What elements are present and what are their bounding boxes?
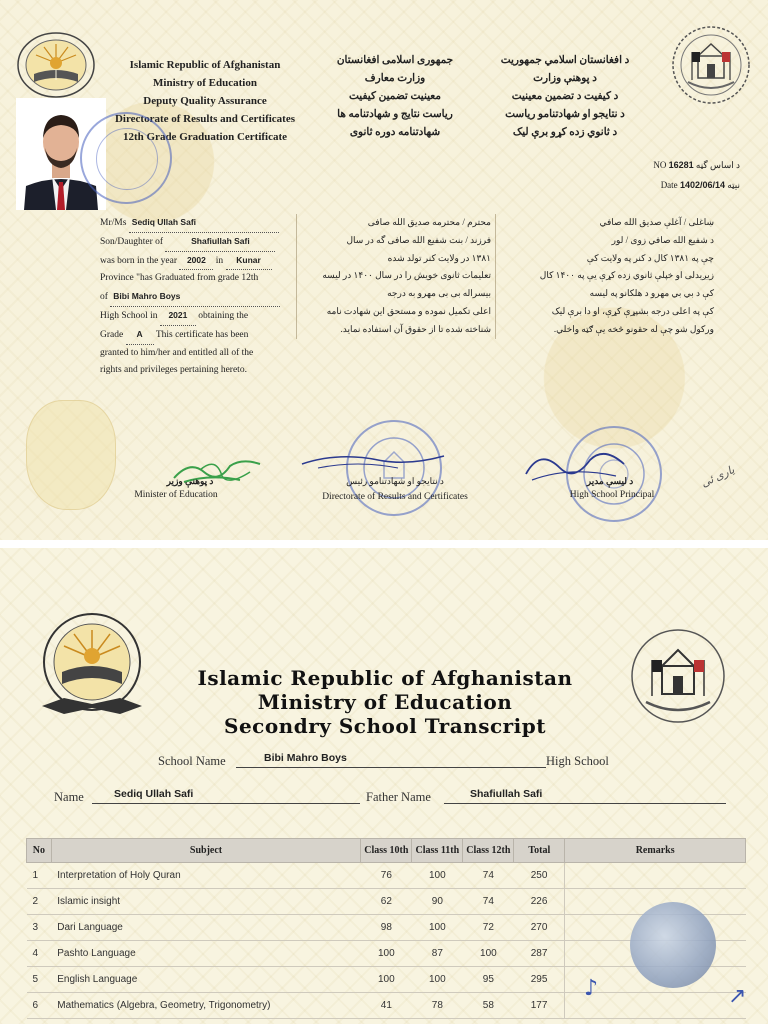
header-en-line: Islamic Republic of Afghanistan xyxy=(129,59,281,71)
table-row xyxy=(27,889,746,915)
state-emblem-icon xyxy=(624,626,732,726)
en-text: rights and privileges pertaining hereto. xyxy=(100,365,247,376)
birth-province: Kunar xyxy=(226,252,272,271)
class10-score: 100 xyxy=(361,967,412,993)
header-en-line: Directorate of Results and Certificates xyxy=(114,113,296,125)
en-text: in xyxy=(215,255,224,266)
name-value: Sediq Ullah Safi xyxy=(92,788,360,804)
school-name: Bibi Mahro Boys xyxy=(110,288,280,307)
ps-line: د شفیع الله صافي زوی / لور xyxy=(611,234,714,245)
row-number: 6 xyxy=(27,993,52,1019)
en-text: granted to him/her and entitled all of the xyxy=(100,347,254,358)
total-score: 295 xyxy=(514,967,565,993)
row-number: 3 xyxy=(27,915,52,941)
total-score: 177 xyxy=(514,993,565,1019)
fa-line: محترم / محترمه صدیق الله صافی xyxy=(367,217,491,227)
remarks xyxy=(565,863,746,889)
class10-score: 41 xyxy=(361,993,412,1019)
total-score: 226 xyxy=(514,889,565,915)
state-emblem-icon xyxy=(668,24,754,106)
total-score: 250 xyxy=(514,863,565,889)
certificate-number xyxy=(620,160,740,171)
table-header-row xyxy=(27,839,746,863)
en-text: Grade xyxy=(100,329,124,340)
fa-line: تعلیمات ثانوی خویش را در سال ۱۴۰۰ در لیسه xyxy=(322,270,491,281)
ps-line: ورکول شو چې له حقونو څخه یې ګټه واخلي. xyxy=(553,323,714,334)
student-name: Sediq Ullah Safi xyxy=(129,214,279,233)
header-ps-line: د ثانوي زده کړو برې لیک xyxy=(512,127,618,138)
column-header: Class 11th xyxy=(412,839,463,863)
father-name-value: Shafiullah Safi xyxy=(444,788,726,804)
subject-name: Mathematics (Algebra, Geometry, Trigonometry) xyxy=(51,993,361,1019)
en-text: obtaining the xyxy=(198,310,249,321)
header-fa-line: معینیت تضمین کیفیت xyxy=(349,91,441,102)
en-text: Province "has Graduated from grade 12th xyxy=(100,273,259,284)
certificate-body-english xyxy=(100,214,292,380)
date-label-native: نیټه xyxy=(727,180,740,190)
handwritten-mark-icon: ↗ xyxy=(728,984,747,1009)
class11-score: 100 xyxy=(412,967,463,993)
row-number: 1 xyxy=(27,863,52,889)
row-number: 2 xyxy=(27,889,52,915)
column-header: No xyxy=(27,839,52,863)
column-header: Class 12th xyxy=(463,839,514,863)
header-en-line: Deputy Quality Assurance xyxy=(143,95,267,107)
header-fa-line: ریاست نتایج و شهادتنامه ها xyxy=(337,109,453,120)
class10-score: 62 xyxy=(361,889,412,915)
transcript-title xyxy=(150,666,620,738)
fa-line: فرزند / بنت شفیع الله صافی گه در سال xyxy=(346,234,491,245)
father-name-label: Father Name xyxy=(366,790,431,804)
ps-line: ښاغلی / آغلې صدیق الله صافي xyxy=(599,217,714,227)
class10-score: 76 xyxy=(361,863,412,889)
subject-name: Dari Language xyxy=(51,915,361,941)
class12-score: 100 xyxy=(463,941,514,967)
column-header: Remarks xyxy=(565,839,746,863)
header-en-line: 12th Grade Graduation Certificate xyxy=(122,131,288,143)
school-transcript xyxy=(0,548,768,1024)
en-text: was born in the year xyxy=(100,255,178,266)
class11-score: 78 xyxy=(412,993,463,1019)
page-gap xyxy=(0,540,768,548)
hologram-seal-icon xyxy=(630,902,716,988)
column-header: Class 10th xyxy=(361,839,412,863)
birth-year: 2002 xyxy=(179,252,213,271)
fa-line: بیسراله بی بی مهرو به درجه xyxy=(387,288,491,299)
ps-line: چې په ۱۳۸۱ کال د کنر په ولایت کې xyxy=(586,252,714,263)
row-number: 5 xyxy=(27,967,52,993)
en-text: of xyxy=(100,292,108,303)
header-fa-line: وزارت معارف xyxy=(364,73,426,84)
class11-score: 100 xyxy=(412,915,463,941)
ps-line: زیږیدلی او خپلې ثانوي زده کړې یې په ۱۴۰۰ کال xyxy=(539,270,714,281)
class11-score: 87 xyxy=(412,941,463,967)
highschool-title: High School Principal xyxy=(569,490,655,500)
class12-score: 74 xyxy=(463,889,514,915)
class11-score: 100 xyxy=(412,863,463,889)
header-fa-line: شهادتنامه دوره ثانوی xyxy=(349,127,441,138)
column-header: Subject xyxy=(51,839,361,863)
margin-note: یاری ئی xyxy=(699,464,737,490)
header-fa-line: جمهوری اسلامی افغانستان xyxy=(336,55,454,66)
school-suffix: High School xyxy=(546,754,609,768)
header-ps-line: د نتایجو او شهادتنامو ریاست xyxy=(505,109,625,120)
directorate-title-native: د نتایجو او شهادتنامو رئیس xyxy=(346,476,444,486)
table-row xyxy=(27,863,746,889)
table-row xyxy=(27,993,746,1019)
father-name: Shafiullah Safi xyxy=(165,233,275,252)
class12-score: 72 xyxy=(463,915,514,941)
subject-name: Islamic insight xyxy=(51,889,361,915)
header-en-line: Ministry of Education xyxy=(153,77,257,89)
graduation-year: 2021 xyxy=(160,307,196,326)
en-text: Son/Daughter of xyxy=(100,236,164,247)
certificate-date xyxy=(620,180,740,191)
class12-score: 95 xyxy=(463,967,514,993)
header-dari xyxy=(310,52,480,142)
number-value: 16281 xyxy=(668,160,694,170)
en-text: Mr/Ms xyxy=(100,218,127,228)
handwritten-mark-icon: ♪ xyxy=(584,976,599,1001)
minister-title-native: د پوهنې وزير xyxy=(166,476,214,486)
class10-score: 100 xyxy=(361,941,412,967)
photo-stamp-icon xyxy=(80,112,172,204)
number-label-native: د اساس گڼه xyxy=(695,160,740,170)
school-name-label: School Name xyxy=(158,754,226,768)
minister-title: Minister of Education xyxy=(134,490,218,500)
column-header: Total xyxy=(514,839,565,863)
ps-line: کې د بي بي مهرو د هلکانو په لیسه xyxy=(589,288,714,299)
highschool-title-native: د لیسې مدیر xyxy=(586,476,634,486)
title-line: Islamic Republic of Afghanistan xyxy=(197,666,573,690)
number-label: NO xyxy=(653,160,667,170)
school-name-value: Bibi Mahro Boys xyxy=(236,752,546,768)
subject-name: Interpretation of Holy Quran xyxy=(51,863,361,889)
en-text: High School in xyxy=(100,310,158,321)
certificate-body-dari xyxy=(296,214,496,339)
fa-line: ۱۳۸۱ در ولایت کنر تولد شده xyxy=(387,252,491,263)
subject-name: English Language xyxy=(51,967,361,993)
certificate-body-pashto xyxy=(498,214,718,339)
date-value: 1402/06/14 xyxy=(679,180,725,190)
header-ps-line: د کیفیت د تضمین معینیت xyxy=(511,91,619,102)
class11-score: 90 xyxy=(412,889,463,915)
total-score: 270 xyxy=(514,915,565,941)
fa-line: اعلی تکمیل نموده و مستحق این شهادت نامه xyxy=(326,305,491,316)
ps-line: کې په اعلی درجه بشپړې کړې، او دا برې لیک xyxy=(551,305,714,316)
header-pashto xyxy=(480,52,650,142)
total-score: 287 xyxy=(514,941,565,967)
ministry-education-emblem-icon xyxy=(34,610,150,724)
grade-value: A xyxy=(126,326,154,345)
header-ps-line: د افغانستان اسلامي جمهوريت xyxy=(500,55,630,66)
ministry-education-emblem-icon xyxy=(14,30,98,100)
title-line: Ministry of Education xyxy=(257,690,513,714)
header-ps-line: د پوهنې وزارت xyxy=(533,73,597,84)
date-label: Date xyxy=(660,180,678,190)
class12-score: 58 xyxy=(463,993,514,1019)
en-text: This certificate has been xyxy=(155,329,249,340)
name-label: Name xyxy=(54,790,84,804)
subject-name: Pashto Language xyxy=(51,941,361,967)
class12-score: 74 xyxy=(463,863,514,889)
title-line: Secondry School Transcript xyxy=(224,714,546,738)
fa-line: شناخته شده تا از حقوق آن استفاده نماید. xyxy=(340,323,491,334)
row-number: 4 xyxy=(27,941,52,967)
hologram-icon xyxy=(26,400,116,510)
class10-score: 98 xyxy=(361,915,412,941)
directorate-title: Directorate of Results and Certificates xyxy=(322,492,468,502)
